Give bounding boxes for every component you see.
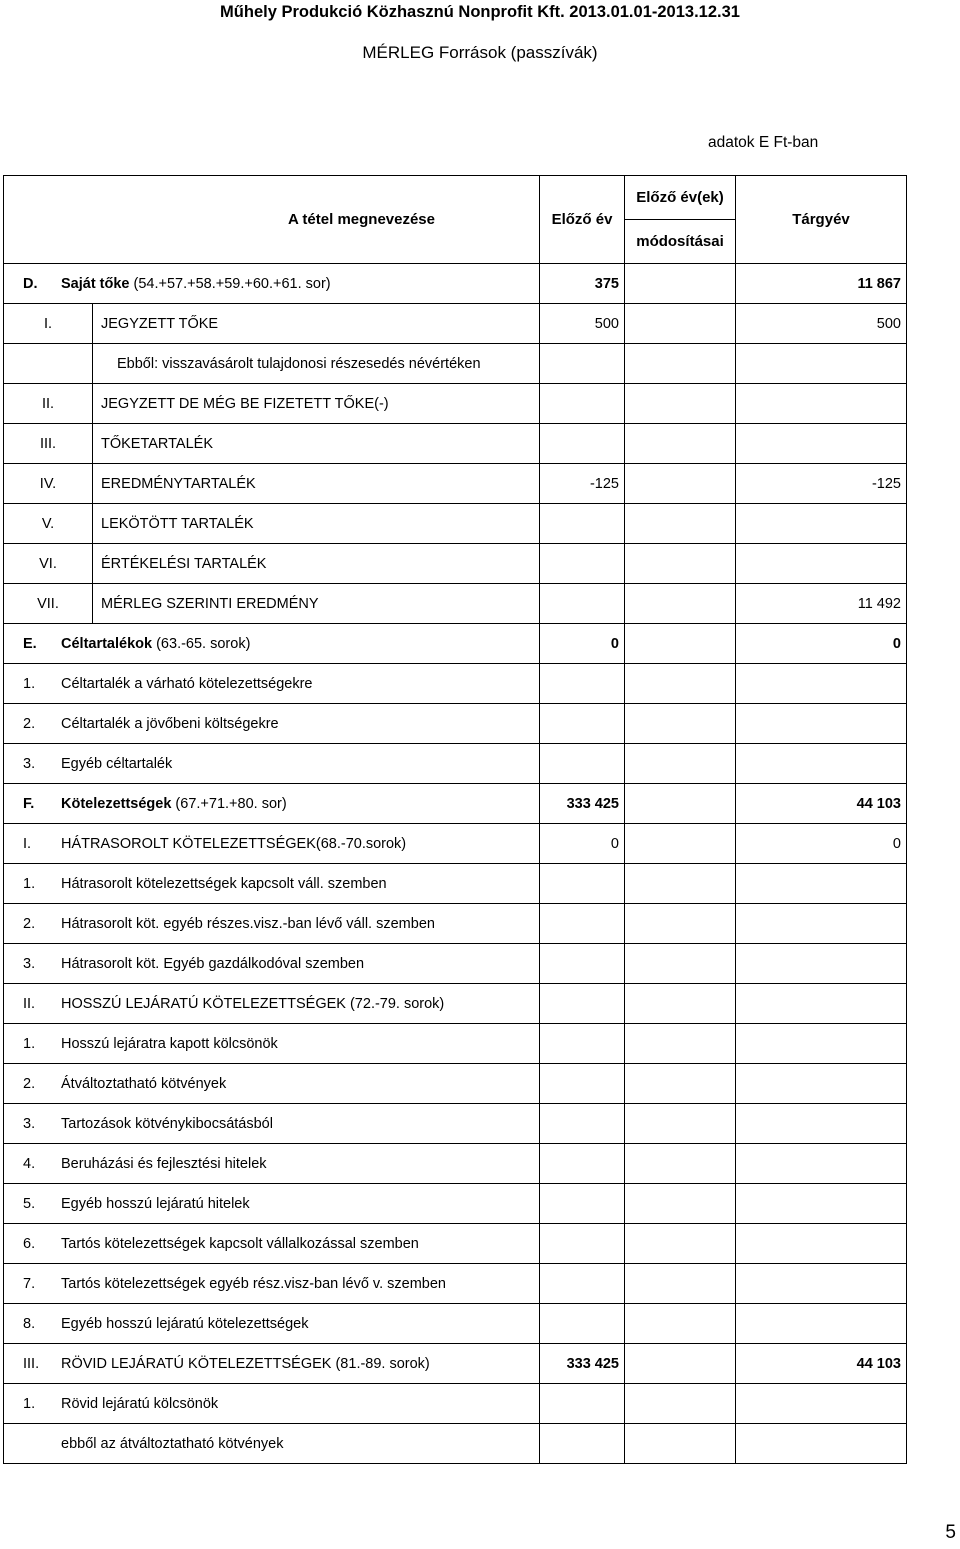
row-code: 8. (23, 1315, 36, 1332)
prev-year-value (540, 1304, 625, 1344)
document-title: Műhely Produkció Közhasznú Nonprofit Kft. 2013.01.01-2013.12.31 (220, 3, 740, 21)
current-year-value: -125 (736, 464, 907, 504)
row-code: D. (23, 275, 38, 292)
modification-value (625, 624, 736, 664)
current-year-value (736, 344, 907, 384)
row-code: 2. (23, 1075, 36, 1092)
row-label-cell (4, 984, 540, 1024)
table-row (4, 1144, 907, 1184)
current-year-value (736, 1064, 907, 1104)
prev-year-value (540, 384, 625, 424)
prev-year-value: 0 (540, 624, 625, 664)
row-label-text: Hátrasorolt köt. egyéb részes.visz.-ban lévő váll. szemben (61, 915, 435, 932)
row-label-cell (4, 704, 540, 744)
row-label-cell (4, 904, 540, 944)
current-year-value (736, 544, 907, 584)
current-year-value (736, 904, 907, 944)
modification-value (625, 984, 736, 1024)
row-label (101, 516, 254, 532)
row-label-cell (4, 664, 540, 704)
row-label (61, 676, 312, 692)
row-label-cell (4, 1424, 540, 1464)
current-year-value: 44 103 (736, 1344, 907, 1384)
current-year-value (736, 1264, 907, 1304)
current-year-value (736, 384, 907, 424)
row-code: 1. (23, 675, 36, 692)
row-label-text: JEGYZETT TŐKE (101, 315, 219, 332)
modification-value (625, 864, 736, 904)
row-label-text: Hátrasorolt köt. Egyéb gazdálkodóval szemben (61, 955, 365, 972)
row-label-bold: Céltartalékok (61, 635, 153, 652)
col-header-modifications (625, 176, 736, 264)
row-label (61, 756, 172, 772)
row-code: IV. (4, 464, 93, 503)
modification-value (625, 1224, 736, 1264)
row-label-text: Egyéb hosszú lejáratú hitelek (61, 1195, 250, 1212)
prev-year-value (540, 1064, 625, 1104)
table-row (4, 704, 907, 744)
row-code: V. (4, 504, 93, 543)
current-year-value (736, 1304, 907, 1344)
prev-year-value (540, 904, 625, 944)
table-row (4, 584, 907, 624)
row-code: I. (23, 835, 32, 852)
row-label-text: (54.+57.+58.+59.+60.+61. sor) (129, 275, 331, 292)
modification-value (625, 1144, 736, 1184)
row-label-text: LEKÖTÖTT TARTALÉK (101, 515, 254, 532)
prev-year-value (540, 944, 625, 984)
row-label (61, 916, 435, 932)
row-label-text: MÉRLEG SZERINTI EREDMÉNY (101, 595, 319, 612)
row-code: 1. (23, 1395, 36, 1412)
row-label-bold: Kötelezettségek (61, 795, 172, 812)
modification-value (625, 744, 736, 784)
row-label-cell (4, 1224, 540, 1264)
table-row (4, 944, 907, 984)
row-label-text: HOSSZÚ LEJÁRATÚ KÖTELEZETTSÉGEK (72.-79. sorok) (61, 995, 445, 1012)
row-label (61, 996, 444, 1012)
current-year-value (736, 1144, 907, 1184)
row-label (61, 1196, 250, 1212)
current-year-value (736, 1224, 907, 1264)
modification-value (625, 704, 736, 744)
modification-value (625, 1424, 736, 1464)
prev-year-value (540, 984, 625, 1024)
row-label (61, 276, 331, 292)
table-row (4, 1104, 907, 1144)
row-label-cell (4, 1184, 540, 1224)
current-year-value (736, 944, 907, 984)
table-row (4, 1224, 907, 1264)
row-code: 3. (23, 755, 36, 772)
prev-year-value: 500 (540, 304, 625, 344)
row-code: VI. (4, 544, 93, 583)
prev-year-value: -125 (540, 464, 625, 504)
current-year-value (736, 1384, 907, 1424)
row-label-cell (4, 744, 540, 784)
table-row (4, 904, 907, 944)
row-label-cell (4, 824, 540, 864)
row-label (61, 876, 387, 892)
row-label-cell (4, 1024, 540, 1064)
unit-note: adatok E Ft-ban (708, 134, 819, 151)
row-label-text: (67.+71.+80. sor) (171, 795, 287, 812)
table-row (4, 864, 907, 904)
row-code: 2. (23, 715, 36, 732)
row-label (101, 396, 389, 412)
modification-value (625, 1344, 736, 1384)
current-year-value (736, 664, 907, 704)
row-code: 2. (23, 915, 36, 932)
row-label (61, 836, 406, 852)
prev-year-value (540, 1384, 625, 1424)
table-row (4, 984, 907, 1024)
row-code: VII. (4, 584, 93, 623)
table-row (4, 544, 907, 584)
row-code: 5. (23, 1195, 36, 1212)
row-label (61, 1036, 278, 1052)
row-label-text: Rövid lejáratú kölcsönök (61, 1395, 219, 1412)
table-row (4, 664, 907, 704)
current-year-value (736, 1104, 907, 1144)
row-label (61, 1436, 283, 1452)
row-label-text: Ebből: visszavásárolt tulajdonosi részesedés névértéken (117, 355, 481, 372)
page-number: 5 (945, 1522, 956, 1543)
row-label-text: Beruházási és fejlesztési hitelek (61, 1155, 267, 1172)
table-row (4, 504, 907, 544)
prev-year-value (540, 424, 625, 464)
current-year-value (736, 424, 907, 464)
row-label-cell (4, 1344, 540, 1384)
row-label-text: ebből az átváltoztatható kötvények (61, 1435, 284, 1452)
document-subtitle: MÉRLEG Források (passzívák) (362, 43, 598, 62)
row-code: E. (23, 635, 37, 652)
modification-value (625, 664, 736, 704)
row-label-cell (4, 304, 540, 344)
row-label (61, 956, 364, 972)
row-label-text: Tartozások kötvénykibocsátásból (61, 1115, 273, 1132)
modification-value (625, 824, 736, 864)
col-header-prev: Előző év (540, 176, 625, 264)
modification-value (625, 504, 736, 544)
table-row (4, 384, 907, 424)
row-code: 3. (23, 1115, 36, 1132)
row-code: II. (4, 384, 93, 423)
row-code: II. (23, 995, 36, 1012)
balance-sheet-table (3, 175, 907, 1464)
table-row (4, 1384, 907, 1424)
row-label (101, 556, 266, 572)
row-label-cell (4, 624, 540, 664)
prev-year-value (540, 544, 625, 584)
row-code (4, 344, 93, 383)
row-label-bold: Saját tőke (61, 275, 130, 292)
row-code: III. (23, 1355, 40, 1372)
current-year-value: 500 (736, 304, 907, 344)
row-label-text: Tartós kötelezettségek egyéb rész.visz-ban lévő v. szemben (61, 1275, 446, 1292)
prev-year-value (540, 504, 625, 544)
prev-year-value (540, 584, 625, 624)
current-year-value (736, 864, 907, 904)
modification-value (625, 584, 736, 624)
prev-year-value (540, 344, 625, 384)
row-label-text: Egyéb hosszú lejáratú kötelezettségek (61, 1315, 309, 1332)
row-label-text: Céltartalék a várható kötelezettségekre (61, 675, 313, 692)
row-label-cell (4, 1384, 540, 1424)
modification-value (625, 1304, 736, 1344)
current-year-value (736, 1424, 907, 1464)
table-row (4, 744, 907, 784)
modification-value (625, 904, 736, 944)
row-code: 6. (23, 1235, 36, 1252)
row-code: 3. (23, 955, 36, 972)
row-label-text: Egyéb céltartalék (61, 755, 173, 772)
prev-year-value (540, 1264, 625, 1304)
row-label-text: RÖVID LEJÁRATÚ KÖTELEZETTSÉGEK (81.-89. sorok) (61, 1355, 430, 1372)
row-label (101, 596, 319, 612)
modification-value (625, 1384, 736, 1424)
row-label (61, 1356, 430, 1372)
row-label-cell (4, 1144, 540, 1184)
row-code: 4. (23, 1155, 36, 1172)
row-label-cell (4, 944, 540, 984)
row-label (101, 436, 213, 452)
row-label (61, 1236, 419, 1252)
row-label-cell (4, 1264, 540, 1304)
current-year-value (736, 1024, 907, 1064)
prev-year-value (540, 864, 625, 904)
row-label-cell (4, 344, 540, 384)
table-row (4, 824, 907, 864)
row-code: III. (4, 424, 93, 463)
row-label-cell (4, 544, 540, 584)
current-year-value (736, 984, 907, 1024)
current-year-value (736, 704, 907, 744)
row-label-cell (4, 464, 540, 504)
current-year-value: 0 (736, 624, 907, 664)
prev-year-value: 375 (540, 264, 625, 304)
current-year-value: 44 103 (736, 784, 907, 824)
table-row (4, 784, 907, 824)
modification-value (625, 944, 736, 984)
row-label (101, 476, 256, 492)
col-header-mod-top: Előző év(ek) (625, 176, 735, 220)
row-label (61, 716, 279, 732)
row-label (101, 316, 218, 332)
modification-value (625, 1064, 736, 1104)
row-label-text: Átváltoztatható kötvények (61, 1075, 227, 1092)
table-row (4, 1344, 907, 1384)
table-row (4, 304, 907, 344)
prev-year-value: 333 425 (540, 784, 625, 824)
modification-value (625, 1184, 736, 1224)
table-row (4, 1304, 907, 1344)
prev-year-value (540, 1104, 625, 1144)
prev-year-value (540, 1224, 625, 1264)
modification-value (625, 384, 736, 424)
row-label-cell (4, 584, 540, 624)
row-label (61, 636, 250, 652)
current-year-value (736, 504, 907, 544)
row-label-cell (4, 384, 540, 424)
row-code: F. (23, 795, 35, 812)
modification-value (625, 344, 736, 384)
modification-value (625, 264, 736, 304)
row-label-cell (4, 1104, 540, 1144)
table-header-row (4, 176, 907, 264)
table-row (4, 424, 907, 464)
prev-year-value (540, 1424, 625, 1464)
prev-year-value (540, 1184, 625, 1224)
modification-value (625, 1264, 736, 1304)
table-row (4, 624, 907, 664)
current-year-value (736, 1184, 907, 1224)
table-row (4, 1424, 907, 1464)
row-label-cell (4, 784, 540, 824)
table-row (4, 1264, 907, 1304)
table-row (4, 1064, 907, 1104)
row-label (61, 1156, 267, 1172)
prev-year-value: 333 425 (540, 1344, 625, 1384)
row-label (61, 1276, 446, 1292)
row-label-cell (4, 864, 540, 904)
row-label (61, 796, 287, 812)
row-label-cell (4, 1064, 540, 1104)
prev-year-value: 0 (540, 824, 625, 864)
row-label-text: EREDMÉNYTARTALÉK (101, 475, 256, 492)
modification-value (625, 544, 736, 584)
modification-value (625, 464, 736, 504)
row-code: I. (4, 304, 93, 343)
row-label (117, 356, 481, 372)
prev-year-value (540, 664, 625, 704)
modification-value (625, 1104, 736, 1144)
row-label-text: HÁTRASOROLT KÖTELEZETTSÉGEK(68.-70.sorok) (61, 835, 407, 852)
row-label-text: Hátrasorolt kötelezettségek kapcsolt váll. szemben (61, 875, 387, 892)
row-code: 7. (23, 1275, 36, 1292)
modification-value (625, 1024, 736, 1064)
row-label-cell (4, 504, 540, 544)
current-year-value (736, 744, 907, 784)
row-label (61, 1076, 226, 1092)
table-row (4, 1024, 907, 1064)
row-label-cell (4, 424, 540, 464)
row-label-text: Hosszú lejáratra kapott kölcsönök (61, 1035, 278, 1052)
row-code: 1. (23, 875, 36, 892)
row-label-text: Tartós kötelezettségek kapcsolt vállalkozással szemben (61, 1235, 419, 1252)
modification-value (625, 424, 736, 464)
row-code: 1. (23, 1035, 36, 1052)
row-label (61, 1396, 218, 1412)
row-label-cell (4, 264, 540, 304)
row-label-text: TŐKETARTALÉK (101, 435, 213, 452)
row-label (61, 1116, 273, 1132)
current-year-value: 11 867 (736, 264, 907, 304)
table-row (4, 464, 907, 504)
row-label-text: Céltartalék a jövőbeni költségekre (61, 715, 279, 732)
row-label-text: JEGYZETT DE MÉG BE FIZETETT TŐKE(-) (101, 395, 389, 412)
row-label-text: ÉRTÉKELÉSI TARTALÉK (101, 555, 267, 572)
current-year-value: 11 492 (736, 584, 907, 624)
col-header-mod-bottom: módosításai (636, 233, 724, 250)
prev-year-value (540, 1024, 625, 1064)
modification-value (625, 304, 736, 344)
table-row (4, 1184, 907, 1224)
col-header-current: Tárgyév (736, 176, 907, 264)
prev-year-value (540, 744, 625, 784)
table-row (4, 264, 907, 304)
row-label-text: (63.-65. sorok) (152, 635, 251, 652)
row-label-cell (4, 1304, 540, 1344)
col-header-name: A tétel megnevezése (4, 176, 540, 264)
prev-year-value (540, 704, 625, 744)
prev-year-value (540, 1144, 625, 1184)
row-label (61, 1316, 308, 1332)
table-row (4, 344, 907, 384)
modification-value (625, 784, 736, 824)
current-year-value: 0 (736, 824, 907, 864)
